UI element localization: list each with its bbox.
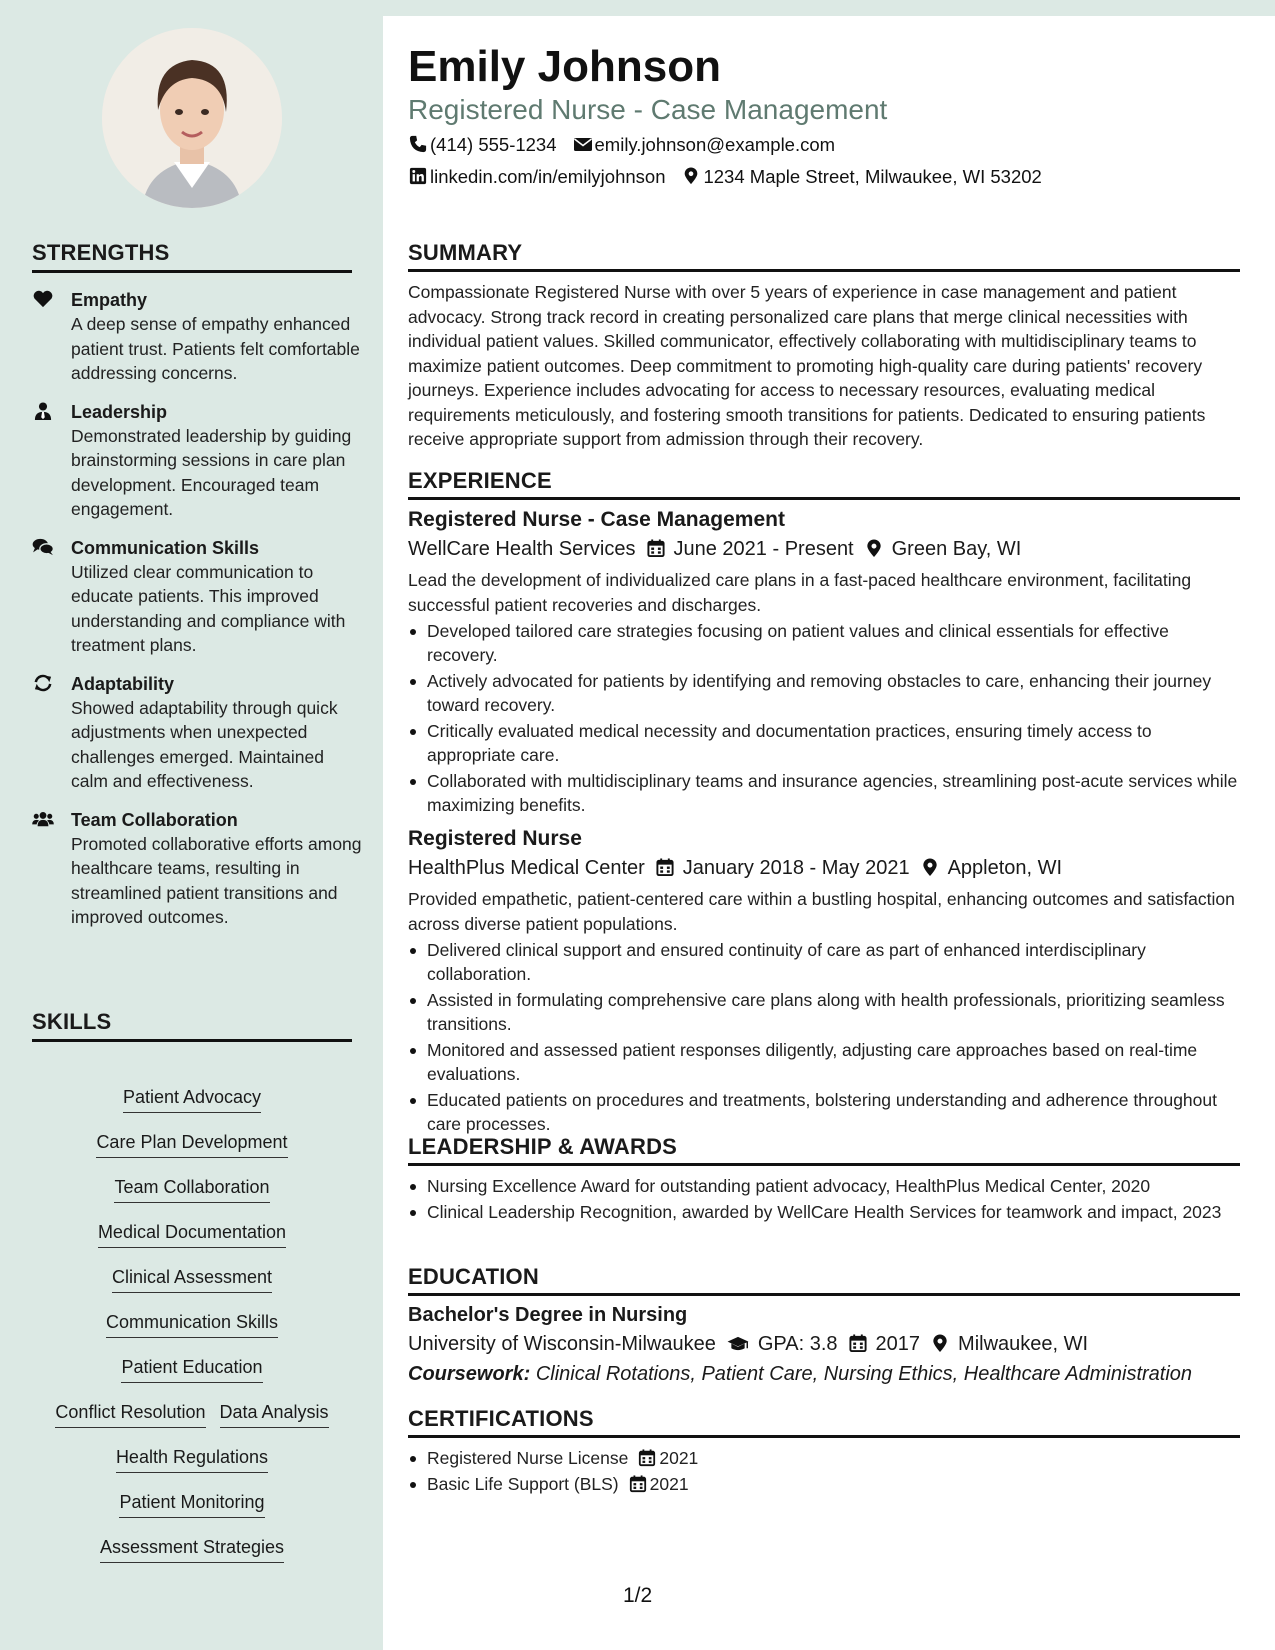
list-item: Educated patients on procedures and treatments, bolstering understanding and adherence throughout care processes. (408, 1088, 1240, 1136)
envelope-icon (573, 135, 593, 153)
main-content (383, 16, 1275, 1650)
avatar (102, 28, 282, 208)
list-item: Actively advocated for patients by identifying and removing obstacles to care, enhancing their journey toward recovery. (408, 669, 1240, 717)
gpa-text: GPA: 3.8 (757, 1333, 838, 1355)
list-item: Delivered clinical support and ensured continuity of care as part of enhanced interdisciplinary collaboration. (408, 938, 1240, 986)
list-item (408, 1446, 1240, 1470)
linkedin-icon (408, 167, 428, 185)
education-location: Milwaukee, WI (958, 1333, 1089, 1355)
phone-icon (408, 135, 428, 153)
certifications-list (408, 1446, 1240, 1496)
strength-title: Empathy (71, 290, 148, 310)
job-meta (408, 534, 1240, 564)
skill-tag: Health Regulations (116, 1445, 268, 1473)
strengths-list (32, 288, 362, 944)
profile-photo (102, 28, 282, 208)
address-text: 1234 Maple Street, Milwaukee, WI 53202 (703, 166, 1042, 187)
coursework-text: Clinical Rotations, Patient Care, Nursing Ethics, Healthcare Administration (535, 1363, 1193, 1385)
list-item: Developed tailored care strategies focusing on patient values and clinical essentials for effective recovery. (408, 619, 1240, 667)
job-bullets (408, 619, 1240, 817)
job-summary: Provided empathetic, patient-centered care within a bustling hospital, enhancing outcomes and satisfaction across diverse patient populations. (408, 889, 1235, 934)
summary-heading: SUMMARY (408, 240, 1240, 272)
job-title: Registered Nurse - Case Management (408, 508, 785, 531)
skill-tag: Team Collaboration (114, 1175, 269, 1203)
list-item: Critically evaluated medical necessity and documentation practices, ensuring timely access to appropriate care. (408, 719, 1240, 767)
certifications-heading: CERTIFICATIONS (408, 1406, 1240, 1438)
job-dates: June 2021 - Present (673, 538, 854, 560)
email-link[interactable]: emily.johnson@example.com (594, 134, 836, 155)
education-meta (408, 1329, 1240, 1359)
job-title: Registered Nurse (408, 827, 582, 850)
strength-title: Team Collaboration (71, 809, 238, 830)
page-number: 1/2 (623, 1584, 653, 1607)
list-item: Monitored and assessed patient responses diligently, adjusting care approaches based on real-time evaluations. (408, 1038, 1240, 1086)
strength-desc: Utilized clear communication to educate patients. This improved understanding and compliance with treatment plans. (71, 561, 346, 655)
job-entry (408, 827, 1240, 1136)
job-dates: January 2018 - May 2021 (682, 857, 910, 879)
skill-tag: Medical Documentation (98, 1220, 286, 1248)
skill-tag: Assessment Strategies (100, 1535, 284, 1563)
list-item: Clinical Leadership Recognition, awarded by WellCare Health Services for teamwork and impact, 2023 (408, 1200, 1240, 1224)
candidate-name: Emily Johnson (408, 42, 721, 91)
comments-icon (32, 538, 54, 556)
users-icon (32, 810, 54, 828)
company-name: HealthPlus Medical Center (408, 857, 645, 879)
strength-title: Adaptability (71, 673, 175, 694)
skill-tag: Clinical Assessment (112, 1265, 272, 1293)
strength-desc: A deep sense of empathy enhanced patient trust. Patients felt comfortable addressing concerns. (71, 314, 360, 383)
map-pin-icon (920, 858, 940, 877)
cert-name: Registered Nurse License (427, 1448, 629, 1468)
skill-tag: Data Analysis (220, 1400, 329, 1428)
list-item: Assisted in formulating comprehensive care plans along with health professionals, prioritizing seamless transitions. (408, 988, 1240, 1036)
strength-item (32, 808, 362, 930)
job-meta (408, 853, 1240, 883)
map-pin-icon (681, 167, 701, 185)
contact-row (408, 166, 1042, 188)
strength-title: Communication Skills (71, 537, 260, 558)
job-location: Appleton, WI (947, 857, 1063, 879)
certifications-section (408, 1406, 1240, 1498)
heart-icon (32, 290, 54, 308)
awards-heading: LEADERSHIP & AWARDS (408, 1134, 1240, 1166)
summary-text: Compassionate Registered Nurse with over 5 years of experience in case management and patient advocacy. Strong track record in creating personalized care plans that merge clinical necessities with individual patient values. Skilled communicator, effectively collaborating with multidisciplinary teams to maximize patient outcomes. Deep commitment to promoting high-quality care during patients' recovery journeys. Experience includes advocating for access to necessary resources, evaluating medical requirements meticulously, and fostering smooth transitions for patients. Dedicated to ensuring patients receive appropriate support from admission through their recovery. (408, 282, 1206, 449)
user-tie-icon (32, 402, 54, 420)
strength-item (32, 400, 362, 522)
skills-list (32, 1085, 352, 1580)
list-item: Nursing Excellence Award for outstanding patient advocacy, HealthPlus Medical Center, 2020 (408, 1174, 1240, 1198)
list-item: Collaborated with multidisciplinary teams and insurance agencies, streamlining post-acute services while maximizing benefits. (408, 769, 1240, 817)
skill-tag: Conflict Resolution (55, 1400, 205, 1428)
map-pin-icon (864, 539, 884, 558)
sync-icon (32, 674, 54, 692)
experience-section (408, 468, 1240, 1138)
school-name: University of Wisconsin-Milwaukee (408, 1333, 716, 1355)
calendar-icon (848, 1334, 868, 1353)
job-summary: Lead the development of individualized care plans in a fast-paced healthcare environment, facilitating successful patient recoveries and discharges. (408, 570, 1192, 615)
calendar-icon (638, 1449, 656, 1467)
job-location: Green Bay, WI (891, 538, 1022, 560)
skill-tag: Communication Skills (106, 1310, 278, 1338)
strength-item (32, 288, 362, 386)
degree-title: Bachelor's Degree in Nursing (408, 1304, 688, 1326)
skill-tag: Patient Monitoring (119, 1490, 264, 1518)
cert-year: 2021 (659, 1448, 699, 1468)
strengths-heading: STRENGTHS (32, 240, 352, 273)
strength-item (32, 672, 362, 794)
job-entry (408, 508, 1240, 817)
phone-text[interactable]: (414) 555-1234 (430, 134, 557, 155)
map-pin-icon (930, 1334, 950, 1353)
awards-section (408, 1134, 1240, 1226)
cert-year: 2021 (649, 1474, 689, 1494)
education-section (408, 1264, 1240, 1389)
contact-row (408, 134, 835, 156)
candidate-title: Registered Nurse - Case Management (408, 94, 888, 125)
calendar-icon (629, 1475, 647, 1493)
calendar-icon (646, 539, 666, 558)
graduation-cap-icon (726, 1334, 750, 1353)
strength-desc: Showed adaptability through quick adjustments when unexpected challenges emerged. Maintained calm and effectiveness. (71, 697, 338, 791)
skill-tag: Patient Education (121, 1355, 262, 1383)
job-bullets (408, 938, 1240, 1136)
skill-tag: Patient Advocacy (123, 1085, 261, 1113)
calendar-icon (655, 858, 675, 877)
linkedin-link[interactable]: linkedin.com/in/emilyjohnson (430, 166, 666, 187)
awards-list (408, 1174, 1240, 1224)
strength-title: Leadership (71, 401, 168, 422)
list-item (408, 1472, 1240, 1496)
cert-name: Basic Life Support (BLS) (427, 1474, 619, 1494)
summary-section (408, 240, 1240, 452)
coursework (408, 1359, 1240, 1389)
coursework-label: Coursework: (408, 1363, 531, 1385)
strength-desc: Promoted collaborative efforts among healthcare teams, resulting in streamlined patient transitions and improved outcomes. (71, 833, 362, 927)
education-heading: EDUCATION (408, 1264, 1240, 1296)
sidebar (0, 0, 383, 1650)
experience-heading: EXPERIENCE (408, 468, 1240, 500)
graduation-year: 2017 (875, 1333, 921, 1355)
strength-desc: Demonstrated leadership by guiding brainstorming sessions in care plan development. Encouraged team engagement. (71, 425, 352, 519)
skills-heading: SKILLS (32, 1009, 352, 1042)
strength-item (32, 536, 362, 658)
company-name: WellCare Health Services (408, 538, 636, 560)
skill-tag: Care Plan Development (96, 1130, 287, 1158)
